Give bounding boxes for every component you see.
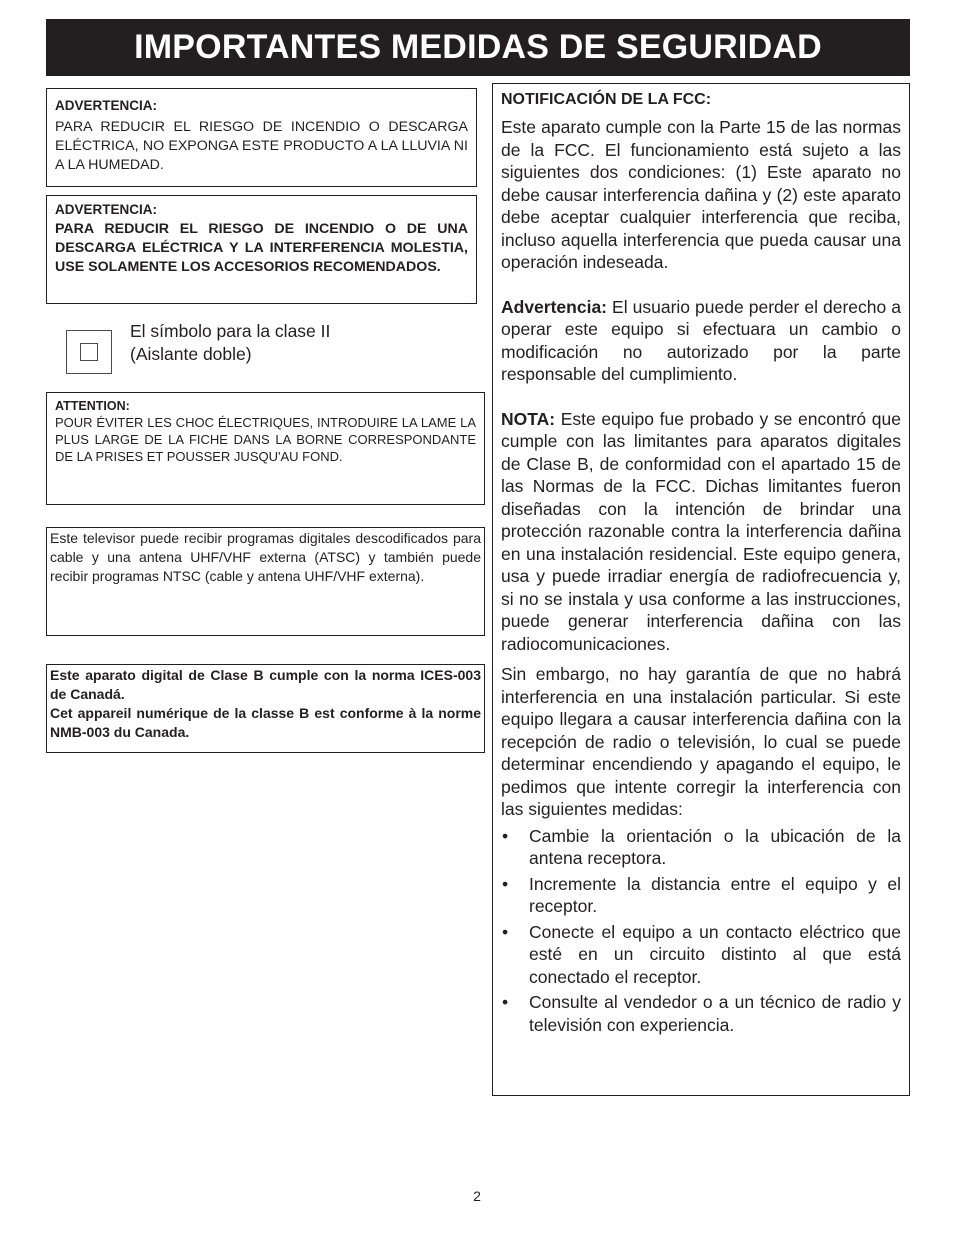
list-item-text: Incremente la distancia entre el equipo y el receptor. <box>529 873 901 916</box>
class2-caption-line1: El símbolo para la clase II <box>130 321 331 341</box>
double-insulation-icon <box>66 330 112 374</box>
ices-compliance-box <box>46 664 485 753</box>
attention-box <box>46 392 485 505</box>
warning-text: PARA REDUCIR EL RIESGO DE INCENDIO O DESCARGA ELÉCTRICA, NO EXPONGA ESTE PRODUCTO A LA LLUVIA NI A LA HUMEDAD. <box>55 119 468 173</box>
fcc-note-text: Este equipo fue probado y se encontró que cumple con las limitantes para aparatos digitales de Clase B, de conformidad con el apartado 15 de las Normas de la FCC. Dichas limitantes fueron diseñadas con la intención de brindar una protección razonable contra la interferencia dañina en una instalación residencial. Este equipo genera, usa y puede irradiar energía de radiofrecuencia y, si no se instala y usa conforme a las instrucciones, puede generar interferencia dañina con las radiocomunicaciones. <box>501 408 901 654</box>
bullet-icon: • <box>502 992 509 1012</box>
fcc-paragraph-guarantee: Sin embargo, no hay garantía de que no habrá interferencia en una instalación particular. Si este equipo llegara a causar interferencia dañina con la recepción de radio o televisión, lo cual se puede determinar encendiendo y apagando el equipo, le pedimos que intente corregir la interferencia con las siguientes medidas: <box>501 664 901 819</box>
page-number: 2 <box>473 1188 481 1204</box>
list-item <box>501 873 901 918</box>
warning-heading: ADVERTENCIA: <box>55 202 158 217</box>
tv-reception-note <box>46 527 485 636</box>
warning-box-accessories <box>46 195 477 304</box>
list-item <box>501 825 901 870</box>
page-title: IMPORTANTES MEDIDAS DE SEGURIDAD <box>134 28 822 66</box>
attention-text: POUR ÉVITER LES CHOC ÉLECTRIQUES, INTRODUIRE LA LAME LA PLUS LARGE DE LA FICHE DANS LA BORNE CORRESPONDANTE DE LA PRISES ET POUSSER JUSQU'AU FOND. <box>55 415 476 464</box>
tv-note-text: Este televisor puede recibir programas digitales descodificados para cable y una antena UHF/VHF externa (ATSC) y también puede recibir programas NTSC (cable y antena UHF/VHF externa). <box>50 530 481 584</box>
ices-text-es: Este aparato digital de Clase B cumple con la norma ICES-003 de Canadá. <box>50 667 481 702</box>
class2-caption-line2: (Aislante doble) <box>130 343 252 364</box>
list-item-text: Conecte el equipo a un contacto eléctrico que esté en un circuito distinto al que está conectado el receptor. <box>529 921 901 987</box>
list-item <box>501 921 901 989</box>
list-item <box>501 991 901 1036</box>
list-item-text: Cambie la orientación o la ubicación de la antena receptora. <box>529 825 901 868</box>
warning-text: PARA REDUCIR EL RIESGO DE INCENDIO O DE UNA DESCARGA ELÉCTRICA Y LA INTERFERENCIA MOLESTIA, USE SOLAMENTE LOS ACCESORIOS RECOMENDADOS. <box>55 221 468 275</box>
bullet-icon: • <box>502 873 509 894</box>
fcc-paragraph-warning <box>501 296 901 386</box>
fcc-warning-text: El usuario puede perder el derecho a operar este equipo si efectuara un cambio o modificación no autorizado por la parte responsable del cumplimiento. <box>501 296 901 384</box>
double-insulation-icon-inner <box>80 343 98 361</box>
fcc-paragraph-note <box>501 408 901 656</box>
bullet-icon: • <box>502 921 509 942</box>
attention-heading: ATTENTION: <box>55 399 130 413</box>
bullet-icon: • <box>502 825 509 846</box>
fcc-note-label: NOTA: <box>501 408 556 429</box>
list-item-text: Consulte al vendedor o a un técnico de radio y televisión con experiencia. <box>529 992 901 1035</box>
warning-box-moisture <box>46 88 477 187</box>
fcc-title: NOTIFICACIÓN DE LA FCC: <box>501 91 712 108</box>
warning-heading: ADVERTENCIA: <box>55 98 158 113</box>
page-title-banner <box>46 19 910 76</box>
fcc-warning-label: Advertencia: <box>501 296 608 317</box>
fcc-notice-box <box>492 83 910 1096</box>
class2-caption <box>130 320 330 365</box>
ices-text-fr: Cet appareil numérique de la classe B est conforme à la norme NMB-003 du Canada. <box>50 705 481 740</box>
fcc-paragraph-compliance: Este aparato cumple con la Parte 15 de las normas de la FCC. El funcionamiento está sujeto a las siguientes dos condiciones: (1) Este aparato no debe causar interferencia dañina y (2) este aparato debe aceptar cualquier interferencia que reciba, incluso aquella interferencia que pueda causar una operación indeseada. <box>501 117 901 272</box>
fcc-measures-list <box>501 825 901 1037</box>
